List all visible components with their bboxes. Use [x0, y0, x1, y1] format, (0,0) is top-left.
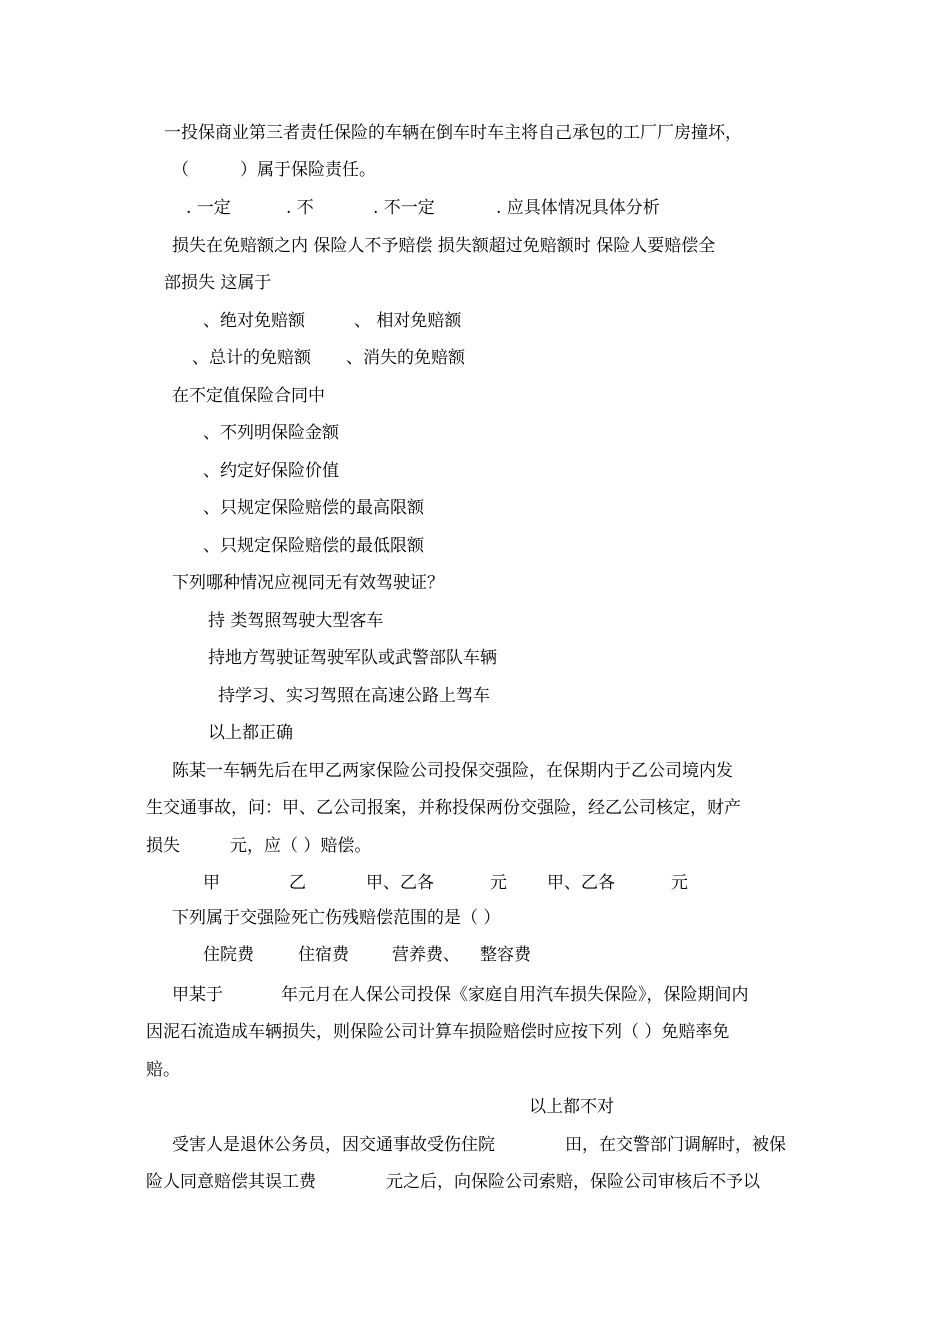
q6-option-c: 营养费、 — [392, 945, 460, 965]
q7-stem-line1-a: 甲某于 — [172, 985, 223, 1005]
q7-stem-line2: 因泥石流造成车辆损失，则保险公司计算车损险赔偿时应按下列（ ）免赔率免 — [146, 1022, 730, 1042]
q5-option-a: 甲 — [203, 873, 220, 893]
q1-option-a: . 一定 — [186, 198, 231, 218]
q6-option-b: 住宿费 — [298, 945, 349, 965]
q3-stem: 在不定值保险合同中 — [172, 386, 325, 406]
q7-option-d: 以上都不对 — [529, 1097, 614, 1117]
q6-option-d: 整容费 — [480, 945, 531, 965]
q6-option-a: 住院费 — [203, 945, 254, 965]
q3-option-b: 、约定好保险价值 — [203, 461, 339, 481]
q2-stem-line2: 部损失 这属于 — [164, 273, 272, 293]
q1-option-b: . 不 — [286, 198, 314, 218]
q5-stem-line3-a: 损失 — [146, 836, 180, 856]
q5-stem-line1: 陈某一车辆先后在甲乙两家保险公司投保交强险，在保期内于乙公司境内发 — [172, 761, 733, 781]
q8-stem-line2-b: 元之后，向保险公司索赔，保险公司审核后不予以 — [386, 1172, 760, 1192]
q5-option-d-unit: 元 — [671, 873, 688, 893]
q5-stem-line2: 生交通事故，问：甲、乙公司报案，并称投保两份交强险，经乙公司核定，财产 — [146, 798, 741, 818]
q5-stem-line3-b: 元，应（ ）赔偿。 — [230, 836, 372, 856]
q3-option-a: 、不列明保险金额 — [203, 423, 339, 443]
q8-stem-line1-b: 田，在交警部门调解时，被保 — [565, 1135, 786, 1155]
q4-option-a: 持 类驾照驾驶大型客车 — [208, 611, 384, 631]
q8-stem-line1-a: 受害人是退休公务员，因交通事故受伤住院 — [172, 1135, 495, 1155]
q1-option-d: . 应具体情况具体分析 — [496, 198, 660, 218]
q2-option-b: 、 相对免赔额 — [354, 311, 462, 331]
q2-stem-line1: 损失在免赔额之内 保险人不予赔偿 损失额超过免赔额时 保险人要赔偿全 — [172, 236, 716, 256]
q5-option-d: 甲、乙各 — [547, 873, 615, 893]
q3-option-d: 、只规定保险赔偿的最低限额 — [203, 536, 424, 556]
q1-stem-line1: 一投保商业第三者责任保险的车辆在倒车时车主将自己承包的工厂厂房撞坏， — [164, 123, 742, 143]
q1-option-c: . 不一定 — [373, 198, 435, 218]
q4-option-d: 以上都正确 — [208, 723, 293, 743]
q8-stem-line2-a: 险人同意赔偿其误工费 — [146, 1172, 316, 1192]
q1-stem-line2: （ ）属于保险责任。 — [172, 160, 376, 180]
q4-stem: 下列哪种情况应视同无有效驾驶证？ — [172, 573, 444, 593]
q2-option-a: 、绝对免赔额 — [203, 311, 305, 331]
q7-stem-line1-b: 年元月在人保公司投保《家庭自用汽车损失保险》，保险期间内 — [281, 985, 749, 1005]
q6-stem: 下列属于交强险死亡伤残赔偿范围的是（ ） — [172, 908, 501, 928]
q2-option-d: 、消失的免赔额 — [346, 348, 465, 368]
q4-option-b: 持地方驾驶证驾驶军队或武警部队车辆 — [208, 648, 497, 668]
q2-option-c: 、总计的免赔额 — [192, 348, 311, 368]
q5-option-b: 乙 — [289, 873, 306, 893]
q7-stem-line3: 赔。 — [146, 1060, 180, 1080]
q4-option-c: 持学习、实习驾照在高速公路上驾车 — [218, 686, 490, 706]
q3-option-c: 、只规定保险赔偿的最高限额 — [203, 498, 424, 518]
q5-option-c: 甲、乙各 — [366, 873, 434, 893]
q5-option-c-unit: 元 — [490, 873, 507, 893]
